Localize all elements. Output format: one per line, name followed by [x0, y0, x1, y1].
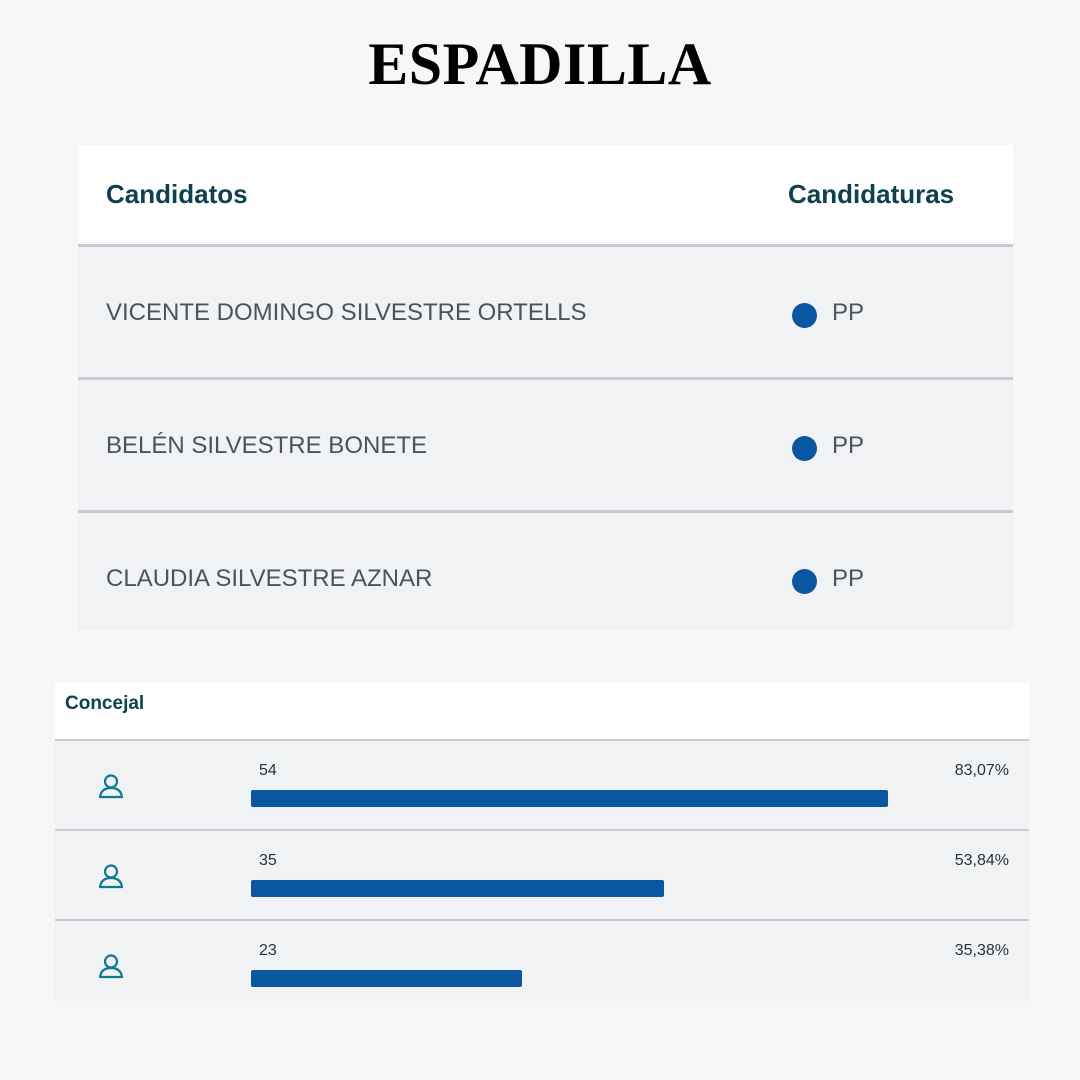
result-row [55, 921, 1029, 1011]
vote-count: 23 [259, 942, 277, 959]
vote-percent: 53,84% [954, 852, 1009, 869]
vote-bar-track [251, 970, 888, 987]
candidates-table [78, 145, 1013, 630]
result-row [55, 831, 1029, 921]
candidate-row [78, 380, 1013, 513]
page-title: ESPADILLA [368, 31, 712, 97]
vote-percent: 35,38% [954, 942, 1009, 959]
vote-percent: 83,07% [954, 762, 1009, 779]
vote-count: 54 [259, 762, 277, 779]
party-color-dot-icon [792, 569, 817, 594]
candidate-row [78, 513, 1013, 646]
vote-bar-track [251, 790, 888, 807]
concejal-header [55, 683, 1029, 741]
candidates-table-header [78, 145, 1013, 247]
vote-bar-track [251, 880, 888, 897]
header-candidates: Candidatos [106, 179, 248, 209]
party-color-dot-icon [792, 436, 817, 461]
candidate-name: BELÉN SILVESTRE BONETE [106, 432, 427, 459]
vote-bar [251, 880, 664, 897]
user-icon [98, 773, 124, 799]
user-icon [98, 953, 124, 979]
vote-bar [251, 790, 888, 807]
vote-bar [251, 970, 522, 987]
result-row [55, 741, 1029, 831]
candidate-name: CLAUDIA SILVESTRE AZNAR [106, 565, 433, 592]
party-color-dot-icon [792, 303, 817, 328]
candidate-name: VICENTE DOMINGO SILVESTRE ORTELLS [106, 299, 587, 326]
party-name: PP [832, 299, 865, 326]
concejal-title: Concejal [65, 693, 145, 714]
header-party: Candidaturas [788, 179, 955, 209]
user-icon [98, 863, 124, 889]
party-name: PP [832, 565, 865, 592]
party-name: PP [832, 432, 865, 459]
candidate-row [78, 247, 1013, 380]
concejal-results [55, 683, 1029, 1001]
vote-count: 35 [259, 852, 277, 869]
